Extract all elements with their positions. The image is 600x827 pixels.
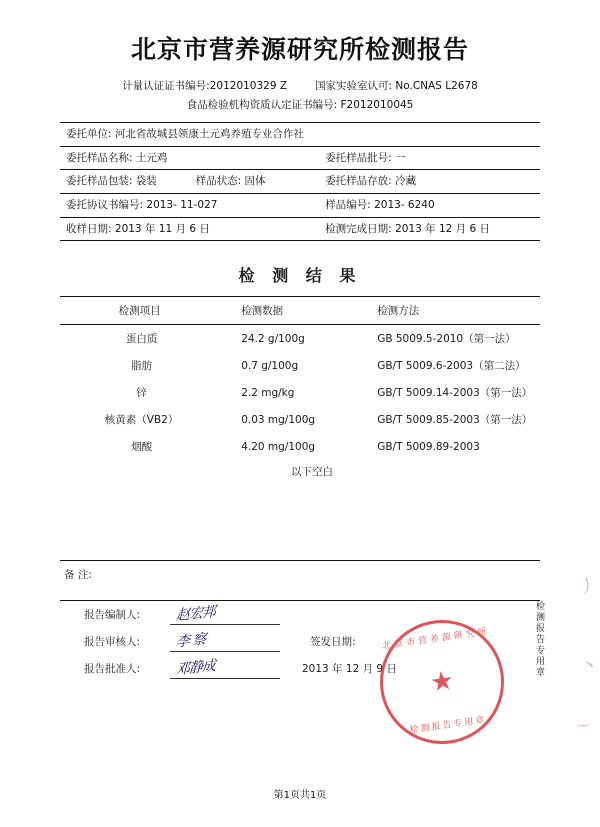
table-row	[60, 433, 540, 460]
prepared-by-row	[60, 601, 540, 628]
certification-row	[60, 78, 540, 93]
metrology-cert-number: 计量认证证书编号:2012010329 Z	[122, 80, 288, 92]
results-end-note: 以下空白	[291, 466, 333, 479]
issue-date-label: 签发日期:	[310, 636, 356, 648]
sample-number-cell	[319, 194, 540, 218]
table-row	[60, 217, 540, 241]
page-title: 北京市营养源研究所检测报告	[130, 35, 469, 64]
batch-cell	[319, 146, 540, 170]
result-method: GB 5009.5-2010（第一法）	[377, 333, 516, 346]
results-col-item: 检测项目	[60, 297, 223, 325]
result-value: 2.2 mg/kg	[241, 386, 295, 399]
state-value: 固体	[244, 175, 266, 188]
table-row	[60, 406, 540, 433]
food-inspection-cert-number: 食品检验机构资质认定证书编号: F2012010045	[186, 99, 414, 111]
remarks-section	[60, 560, 540, 582]
agreement-value: 2013- 11-027	[146, 199, 218, 212]
edge-ink-artifact: ～	[574, 717, 592, 737]
table-row	[60, 325, 540, 353]
signature-block	[60, 600, 544, 710]
result-value: 24.2 g/100g	[241, 332, 305, 345]
sample-name-value: 土元鸡	[135, 151, 168, 164]
result-item: 核黄素（VB2）	[104, 414, 179, 427]
storage-label: 委托样品存放:	[325, 175, 392, 188]
lab-accreditation-number: 国家实验室认可: No.CNAS L2678	[315, 80, 478, 92]
sample-name-label: 委托样品名称:	[66, 151, 133, 164]
results-heading: 检 测 结 果	[238, 266, 362, 286]
prepared-by-signature-line	[170, 604, 280, 625]
seal-side-note: 检测报告专用章	[534, 601, 544, 678]
result-item: 锌	[136, 387, 147, 400]
approved-by-label: 报告批准人:	[84, 663, 141, 675]
approved-by-signature: 邓静成	[175, 657, 216, 679]
state-label: 样品状态:	[195, 175, 242, 188]
result-method: GB/T 5009.89-2003	[377, 440, 480, 453]
edge-ink-artifact: 丿	[576, 574, 599, 599]
batch-value: 一	[395, 151, 406, 164]
result-method: GB/T 5009.6-2003（第二法）	[377, 360, 526, 373]
receive-date-cell	[60, 217, 319, 241]
package-cell	[60, 170, 319, 194]
results-col-data: 检测数据	[223, 297, 367, 325]
reviewed-by-signature-line	[170, 631, 280, 652]
sample-number-label: 样品编号:	[325, 199, 371, 212]
receive-date-value: 2013 年 11 月 6 日	[114, 222, 210, 235]
seal-bottom-text: 检测报告专用章	[409, 715, 487, 736]
results-col-method: 检测方法	[367, 297, 540, 325]
result-item: 蛋白质	[125, 333, 158, 346]
receive-date-label: 收样日期:	[66, 222, 112, 235]
package-value: 袋装	[135, 175, 157, 188]
agreement-label: 委托协议书编号:	[66, 199, 144, 212]
sample-info-table	[60, 122, 540, 241]
reviewed-by-row	[60, 628, 540, 655]
result-item: 烟酸	[131, 441, 153, 454]
table-row	[60, 123, 540, 147]
star-icon: ★	[428, 665, 456, 699]
batch-label: 委托样品批号:	[325, 151, 392, 164]
result-value: 4.20 mg/100g	[241, 440, 316, 453]
result-method: GB/T 5009.85-2003（第一法）	[377, 414, 533, 427]
table-row	[60, 146, 540, 170]
table-row	[60, 194, 540, 218]
results-table	[60, 296, 540, 460]
complete-date-cell	[319, 217, 540, 241]
approved-by-signature-line	[170, 658, 280, 679]
reviewed-by-label: 报告审核人:	[84, 636, 141, 648]
page-footer: 第1页共1页	[273, 790, 327, 801]
reviewed-by-signature: 李 察	[175, 631, 206, 651]
table-row	[60, 170, 540, 194]
package-label: 委托样品包装:	[66, 175, 133, 188]
client-cell	[60, 123, 540, 147]
prepared-by-signature: 赵宏邦	[175, 603, 216, 625]
sample-number-value: 2013- 6240	[374, 199, 435, 212]
client-label: 委托单位:	[66, 128, 112, 140]
result-item: 脂肪	[131, 360, 153, 373]
issue-date-value: 2013 年 12 月 9 日	[302, 663, 397, 675]
result-value: 0.7 g/100g	[241, 359, 299, 372]
results-header-row	[60, 297, 540, 325]
result-method: GB/T 5009.14-2003（第一法）	[377, 387, 533, 400]
complete-date-value: 2013 年 12 月 6 日	[395, 222, 491, 235]
storage-value: 冷藏	[395, 175, 417, 188]
storage-cell	[319, 170, 540, 194]
approved-by-row	[60, 655, 540, 682]
remarks-label: 备 注:	[64, 569, 92, 581]
edge-ink-artifact: 丶	[578, 654, 600, 679]
client-value: 河北省故城县领康土元鸡养殖专业合作社	[114, 128, 304, 140]
table-row	[60, 352, 540, 379]
sample-name-cell	[60, 146, 319, 170]
agreement-cell	[60, 194, 319, 218]
seal-top-text: 北京市营养源研究所	[381, 626, 491, 652]
table-row	[60, 379, 540, 406]
result-value: 0.03 mg/100g	[241, 413, 316, 426]
prepared-by-label: 报告编制人:	[84, 609, 141, 621]
complete-date-label: 检测完成日期:	[325, 222, 392, 235]
